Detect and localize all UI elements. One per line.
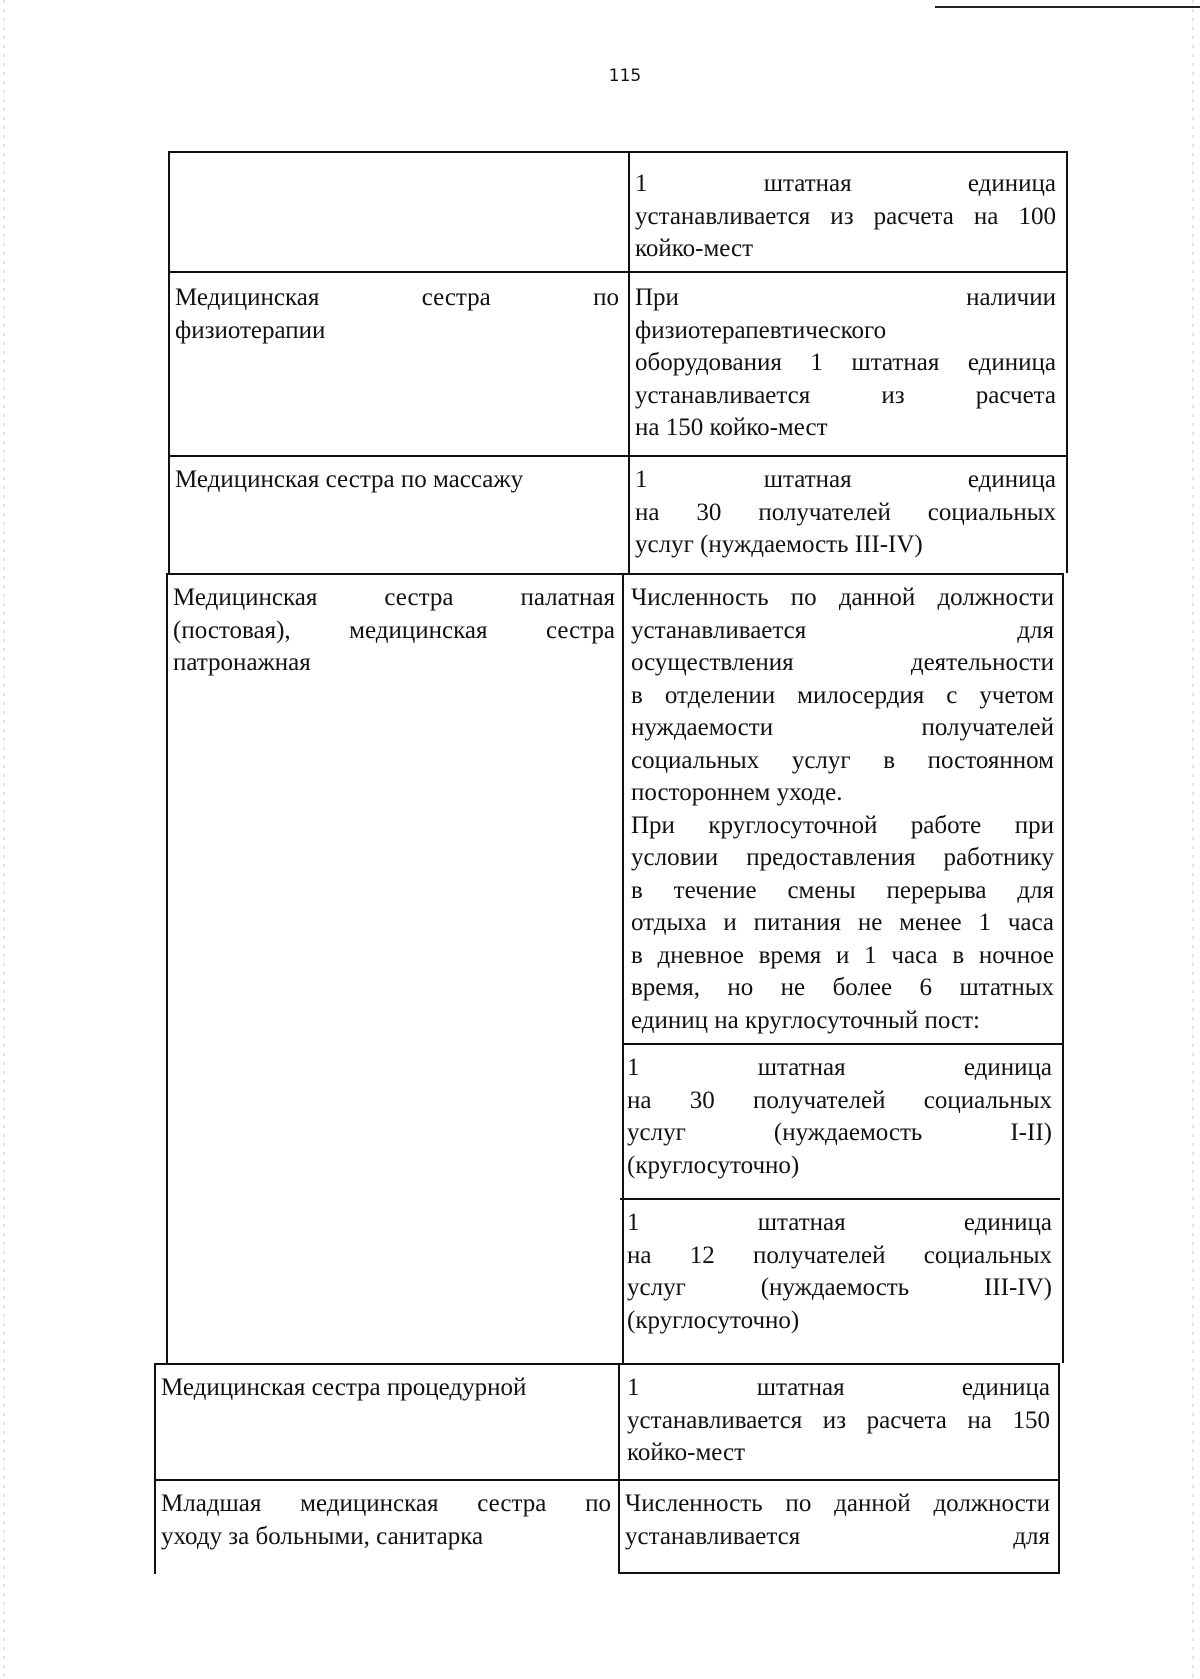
table-rule-vertical [154,1363,156,1574]
table-rule [620,1198,1060,1200]
top-edge-rule [935,6,1200,8]
table-cell-position: Медицинская сестра палатная (постовая), медицинская сестра патронажная [173,584,615,676]
table-rule-vertical [1062,573,1064,1363]
table-rule-vertical [618,1363,620,1574]
table-rule-vertical [1058,1363,1060,1574]
table-rule-vertical [628,151,630,573]
table-rule [168,271,1068,273]
table-cell-norm: 1 штатная единица устанавливается из расчета на 100 койко-мест [635,170,1056,262]
table-cell-position: Медицинская сестра процедурной [161,1374,527,1401]
table-cell-norm: При наличии физиотерапевтического оборудования 1 штатная единица устанавливается из расчета на 150 койко-мест [635,284,1056,441]
page-number: 115 [608,66,642,86]
table-rule [168,151,1068,153]
table-cell-norm: Численность по данной должности устанавливается для [625,1490,1050,1550]
table-cell-norm: Численность по данной должности устанавливается для осуществления деятельности в отделении милосердия с учетом нуждаемости получателей социальных услуг в постоянном постороннем уходе. При круглосуточной работе при условии предоставления работнику в течение смены перерыва для отдыха и питания не менее 1 часа в дневное время и 1 часа в ночное время, но не более 6 штатных единиц на круглосуточный пост: [631,584,1054,1034]
table-cell-norm: 1 штатная единица устанавливается из расчета на 150 койко-мест [627,1374,1050,1466]
table-subcell-norm: 1 штатная единица на 12 получателей социальных услуг (нуждаемость III-IV) (круглосуточно) [627,1209,1052,1334]
table-rule [618,1572,1059,1574]
table-cell-position: Медицинская сестра по массажу [175,466,524,493]
table-rule-vertical [168,151,170,573]
table-rule [166,573,1064,575]
table-rule-vertical [166,573,168,1363]
table-cell-position [168,164,628,271]
table-cell-norm: 1 штатная единица на 30 получателей социальных услуг (нуждаемость III-IV) [635,466,1056,558]
table-rule [154,1479,1060,1481]
scan-edge-right [1192,0,1194,1679]
table-cell-position: Медицинская сестра по физиотерапии [175,284,619,344]
table-rule [622,1043,1062,1045]
table-rule [168,455,1066,457]
table-subcell-norm: 1 штатная единица на 30 получателей социальных услуг (нуждаемость I-II) (круглосуточно) [627,1054,1052,1179]
table-rule-vertical [622,573,624,1363]
table-cell-position: Младшая медицинская сестра по уходу за больными, санитарка [161,1490,611,1550]
scan-edge-left [3,0,5,1679]
table-rule [156,1363,1060,1365]
table-rule-vertical [1066,151,1068,573]
